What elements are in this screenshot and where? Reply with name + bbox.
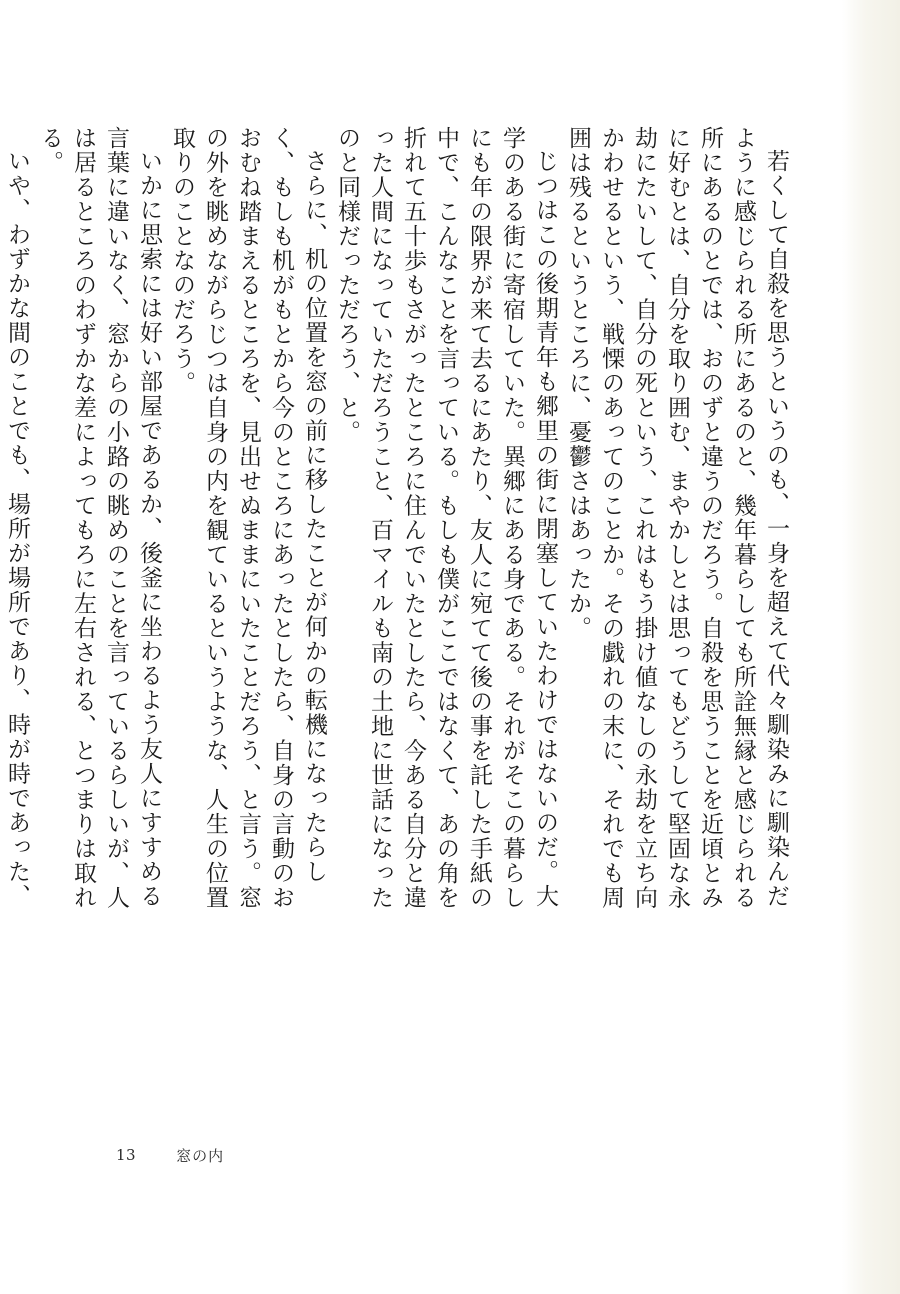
vertical-body-text: [4, 126, 792, 916]
paragraph-3: さらに、机の位置を窓の前に移したことが何かの転機になったらしく、もしも机がもとから今のところにあったとしたら、自身の言動のおおむね踏まえるところを、見出せぬままにいたことだろう、と言う。窓の外を眺めながらじつは自身の内を観ているというような、人生の位置取りのことなのだろう。: [169, 126, 327, 910]
paragraph-1: 若くして自殺を思うというのも、一身を超えて代々馴染みに馴染んだように感じられる所にあるのと、幾年暮らしても所詮無縁と感じられる所にあるのとでは、おのずと違うのだろう。自殺を思うことを近頃とみに好むとは、自分を取り囲む、まやかしとは思ってもどうして堅固な永劫にたいして、自分の死という、これはもう掛け値なしの永劫を立ち向かわせるという、戦慄のあってのことか。その戯れの末に、それでも周囲は残るというところに、憂鬱さはあったか。: [565, 126, 789, 910]
paragraph-5: いや、わずかな間のことでも、場所が場所であり、時が時であった、: [4, 149, 30, 909]
page-footer: [116, 1142, 224, 1168]
page-number: 13: [116, 1146, 137, 1164]
paragraph-2: じつはこの後期青年も郷里の街に閉塞していたわけではないのだ。大学のある街に寄宿していた。異郷にある身である。それがそこの暮らしにも年の限界が来て去るにあたり、友人に宛てて後の事を託した手紙の中で、こんなことを言っている。もしも僕がここではなくて、あの角を折れて五十歩もさがったところに住んでいたとしたら、今ある自分と違った人間になっていただろうこと、百マイルも南の土地に世話になったのと同様だっただろう、と。: [334, 126, 558, 910]
paragraph-4: いかに思索には好い部屋であるか、後釜に坐わるよう友人にすすめる言葉に違いなく、窓からの小路の眺めのことを言っているらしいが、人は居るところのわずかな差によってもろに左右される、とつまりは取れる。: [37, 126, 162, 910]
running-title: 窓の内: [176, 1146, 225, 1165]
page-edge-shadow: [842, 0, 900, 1294]
